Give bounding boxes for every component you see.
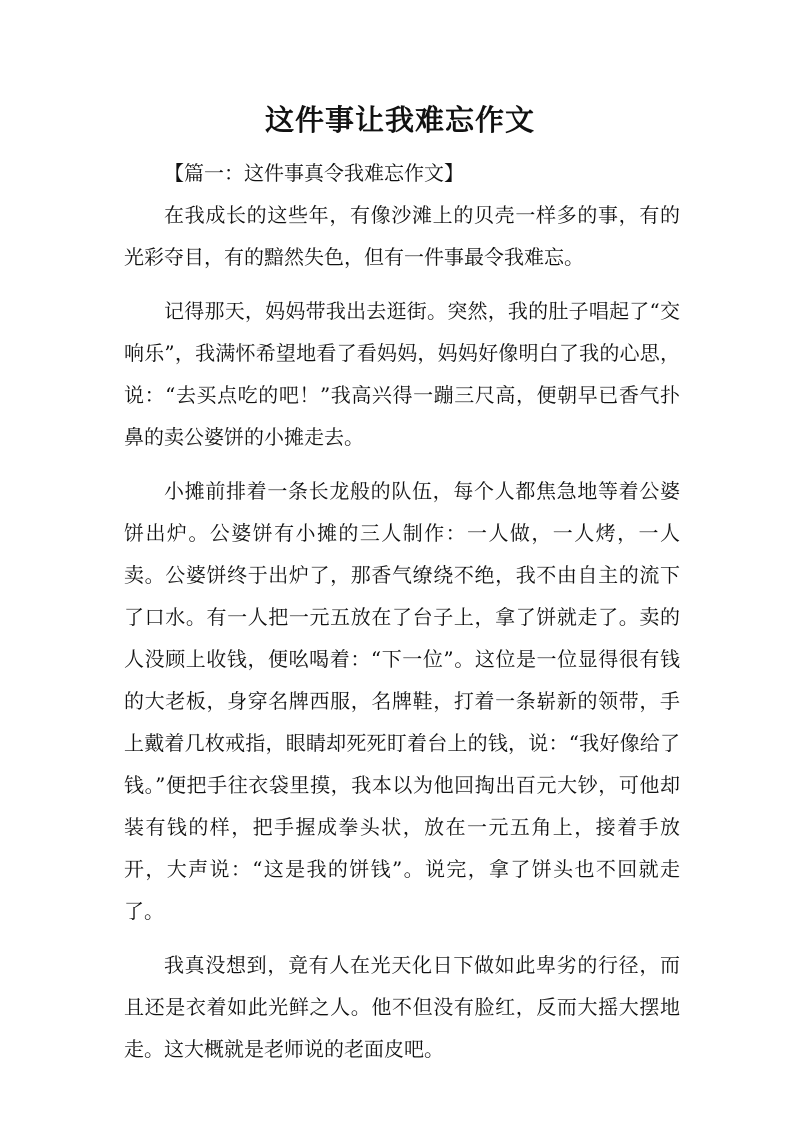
paragraph-1: 在我成长的这些年，有像沙滩上的贝壳一样多的事，有的光彩夺目，有的黯然失色，但有一件事最令我难忘。: [124, 203, 680, 269]
page-title: 这件事让我难忘作文: [264, 103, 535, 137]
document-body: [124, 152, 680, 1082]
paragraph-2: 记得那天，妈妈带我出去逛街。突然，我的肚子唱起了“交响乐”，我满怀希望地看了看妈妈，妈妈好像明白了我的心思，说：“去买点吃的吧！”我高兴得一蹦三尺高，便朝早已香气扑鼻的卖公婆饼的小摊走去。: [124, 299, 680, 449]
paragraph-4: 我真没想到，竟有人在光天化日下做如此卑劣的行径，而且还是衣着如此光鲜之人。他不但没有脸红，反而大摇大摆地走。这大概就是老师说的老面皮吧。: [124, 953, 680, 1061]
paragraph-3: 小摊前排着一条长龙般的队伍，每个人都焦急地等着公婆饼出炉。公婆饼有小摊的三人制作：一人做，一人烤，一人卖。公婆饼终于出炉了，那香气缭绕不绝，我不由自主的流下了口水。有一人把一元五放在了台子上，拿了饼就走了。卖的人没顾上收钱，便吆喝着：“下一位”。这位是一位显得很有钱的大老板，身穿名牌西服，名牌鞋，打着一条崭新的领带，手上戴着几枚戒指，眼睛却死死盯着台上的钱，说：“我好像给了钱。”便把手往衣袋里摸，我本以为他回掏出百元大钞，可他却装有钱的样，把手握成拳头状，放在一元五角上，接着手放开，大声说：“这是我的饼钱”。说完，拿了饼头也不回就走了。: [124, 479, 680, 923]
section-heading: 【篇一：这件事真令我难忘作文】: [164, 161, 464, 185]
